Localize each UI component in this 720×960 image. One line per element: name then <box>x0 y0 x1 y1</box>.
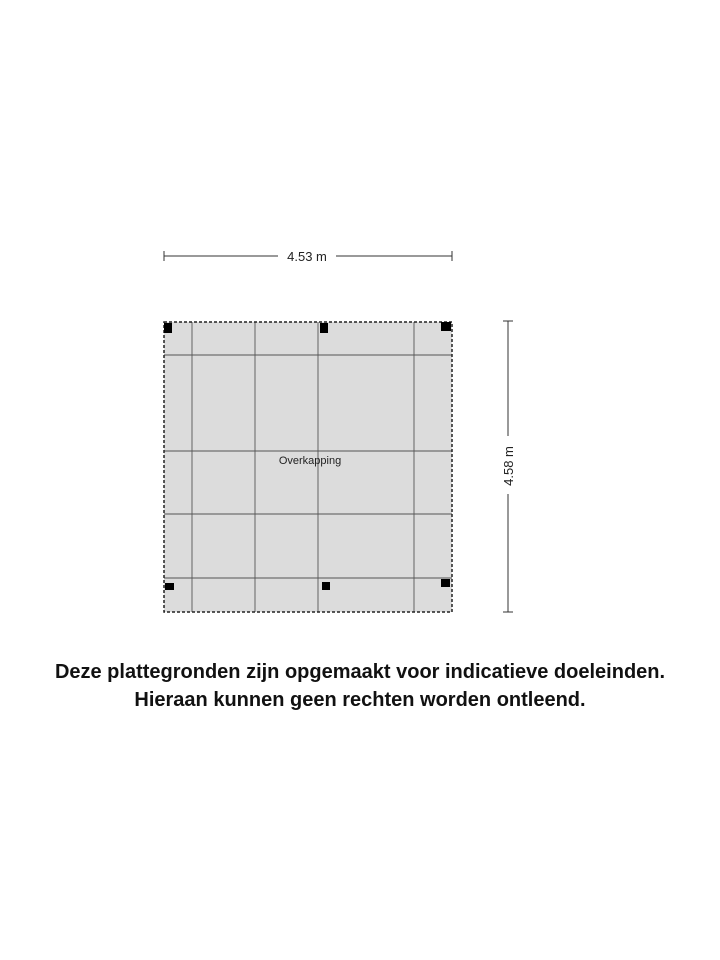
disclaimer-line-2: Hieraan kunnen geen rechten worden ontleend. <box>134 689 586 711</box>
post-bottom-middle <box>322 582 330 590</box>
height-dimension <box>501 321 516 612</box>
post-top-right <box>441 322 451 331</box>
room-overkapping-area <box>164 322 452 612</box>
post-bottom-right <box>441 579 450 587</box>
width-dimension <box>164 249 452 264</box>
disclaimer-line-1: Deze plattegronden zijn opgemaakt voor indicatieve doeleinden. <box>54 661 666 683</box>
post-top-middle <box>320 323 328 333</box>
width-dimension-label: 4.53 m <box>287 249 327 264</box>
height-dimension-label: 4.58 m <box>501 446 516 486</box>
post-bottom-left <box>165 583 174 590</box>
post-top-left <box>164 323 172 333</box>
room-label: Overkapping <box>278 455 342 467</box>
